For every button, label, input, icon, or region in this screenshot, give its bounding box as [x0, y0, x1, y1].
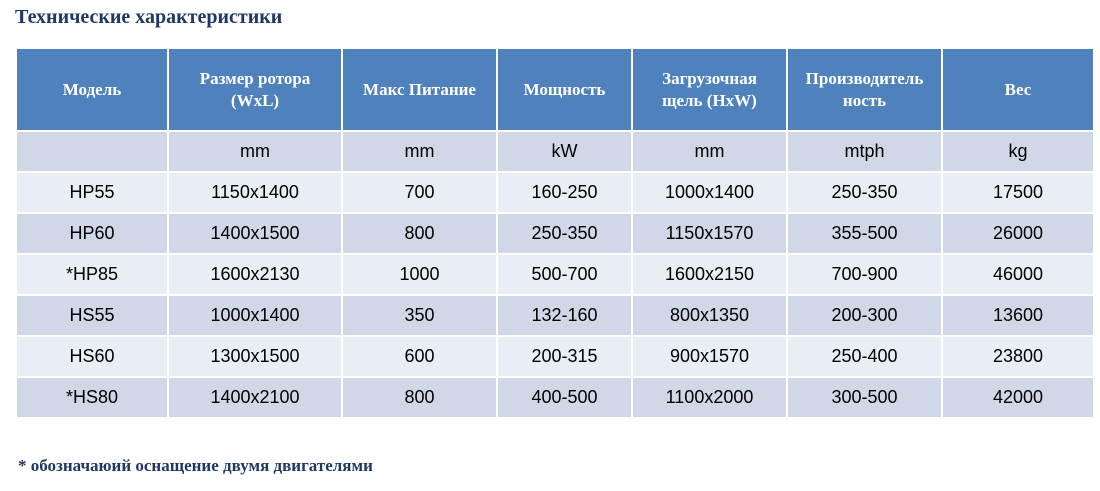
col-header-weight: [942, 48, 1094, 131]
units-row: [16, 131, 1094, 172]
table-cell: 1000x1400: [168, 295, 342, 336]
table-cell: 1300x1500: [168, 336, 342, 377]
table-cell: HP60: [16, 213, 168, 254]
table-cell: 355-500: [787, 213, 942, 254]
table-cell: 23800: [942, 336, 1094, 377]
table-row: [16, 377, 1094, 418]
table-cell: 1400x1500: [168, 213, 342, 254]
unit-cell: [16, 131, 168, 172]
table-cell: 800: [342, 213, 497, 254]
unit-cell: kW: [497, 131, 632, 172]
footnote: * обозначаюий оснащение двумя двигателями: [18, 456, 373, 475]
table-cell: 800: [342, 377, 497, 418]
table-cell: 13600: [942, 295, 1094, 336]
header-row: [16, 48, 1094, 131]
table-cell: 600: [342, 336, 497, 377]
table-cell: HS60: [16, 336, 168, 377]
table-cell: 700: [342, 172, 497, 213]
header-line: Производитель: [805, 68, 924, 88]
unit-cell: mtph: [787, 131, 942, 172]
header-line: Модель: [62, 79, 122, 99]
col-header-power: [497, 48, 632, 131]
unit-cell: kg: [942, 131, 1094, 172]
header-line: Мощность: [523, 79, 606, 99]
table-row: [16, 254, 1094, 295]
table-cell: 46000: [942, 254, 1094, 295]
header-line: Макс Питание: [363, 79, 476, 99]
table-cell: 26000: [942, 213, 1094, 254]
table-cell: 1100x2000: [632, 377, 787, 418]
table-cell: 200-315: [497, 336, 632, 377]
table-cell: 42000: [942, 377, 1094, 418]
header-line: (WxL): [230, 90, 280, 110]
table-cell: 1400x2100: [168, 377, 342, 418]
table-cell: 132-160: [497, 295, 632, 336]
table-cell: 17500: [942, 172, 1094, 213]
table-cell: 900x1570: [632, 336, 787, 377]
table-cell: HS55: [16, 295, 168, 336]
table-row: [16, 172, 1094, 213]
table-cell: *HP85: [16, 254, 168, 295]
header-line: Размер ротора: [199, 68, 311, 88]
table-row: [16, 213, 1094, 254]
table-cell: 250-400: [787, 336, 942, 377]
table-cell: 1150x1570: [632, 213, 787, 254]
table-row: [16, 295, 1094, 336]
table-cell: 1000x1400: [632, 172, 787, 213]
col-header-rotor-size: [168, 48, 342, 131]
page-title: Технические характеристики: [15, 6, 283, 28]
header-line: ность: [842, 90, 887, 110]
table-cell: 350: [342, 295, 497, 336]
table-cell: 500-700: [497, 254, 632, 295]
table-cell: 400-500: [497, 377, 632, 418]
table-cell: 800x1350: [632, 295, 787, 336]
header-line: щель (HxW): [662, 90, 757, 110]
table-cell: 200-300: [787, 295, 942, 336]
table-cell: 1000: [342, 254, 497, 295]
header-line: Вес: [1004, 79, 1032, 99]
unit-cell: mm: [632, 131, 787, 172]
col-header-max-feed: [342, 48, 497, 131]
spec-table: [15, 47, 1095, 419]
col-header-capacity: [787, 48, 942, 131]
table-cell: 300-500: [787, 377, 942, 418]
table-cell: *HS80: [16, 377, 168, 418]
unit-cell: mm: [168, 131, 342, 172]
unit-cell: mm: [342, 131, 497, 172]
table-cell: 1600x2150: [632, 254, 787, 295]
table-cell: 250-350: [497, 213, 632, 254]
table-cell: 700-900: [787, 254, 942, 295]
table-cell: HP55: [16, 172, 168, 213]
col-header-model: [16, 48, 168, 131]
col-header-feed-opening: [632, 48, 787, 131]
table-cell: 250-350: [787, 172, 942, 213]
table-row: [16, 336, 1094, 377]
table-cell: 1600x2130: [168, 254, 342, 295]
table-cell: 160-250: [497, 172, 632, 213]
header-line: Загрузочная: [662, 68, 757, 88]
table-cell: 1150x1400: [168, 172, 342, 213]
